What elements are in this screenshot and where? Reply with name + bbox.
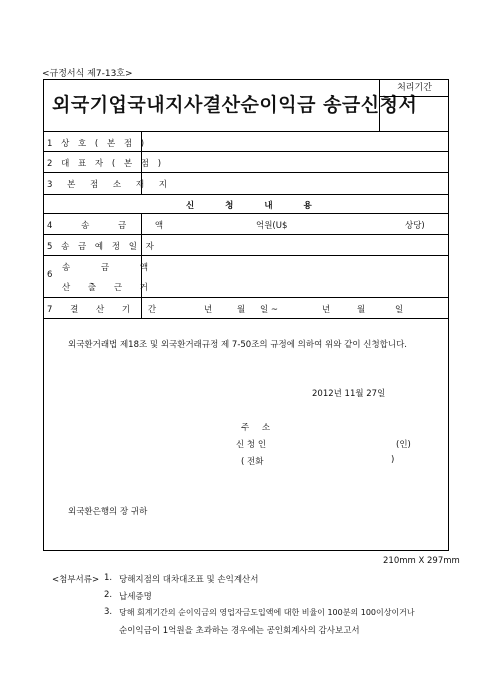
paper-size: 210mm X 297mm — [383, 556, 460, 566]
attachment-item: 납세증명 — [119, 592, 152, 602]
application-form-frame — [43, 79, 449, 551]
attachment-item: 당해지점의 대차대조표 및 손익계산서 — [119, 575, 259, 585]
attachment-num: 3. — [104, 607, 113, 617]
form-number: <규정서식 제7-13호> — [42, 69, 133, 79]
row6-line2: 산 출 근 거 — [62, 283, 148, 293]
amount-unit: 억원(U$ — [256, 221, 288, 231]
attachment-item: 당해 회계기간의 순이익금의 영업자금도입액에 대한 비율이 100분의 100이상이거나 — [119, 608, 415, 617]
row-divider — [43, 234, 449, 235]
period-day2: 일 — [395, 305, 404, 315]
period-day1: 일 ~ — [260, 305, 279, 315]
processing-period-label: 처리기간 — [380, 79, 449, 97]
row-divider — [43, 213, 449, 214]
row6-number: 6 — [47, 270, 53, 280]
row-divider — [43, 255, 449, 256]
applicant-label: 신 청 인 — [236, 440, 267, 450]
hq-address-label: 3 본 점 소 재 지 — [47, 180, 173, 190]
period-year1: 년 — [204, 305, 213, 315]
address-label: 주 소 — [241, 423, 271, 433]
period-year2: 년 — [322, 305, 331, 315]
row6-line1: 송 금 액 — [62, 263, 149, 273]
form-title: 외국기업국내지사결산순이익금 송금신청서 — [52, 94, 418, 116]
row-divider — [43, 318, 449, 319]
section-header: 신 청 내 용 — [186, 201, 326, 211]
seal-mark: (인) — [396, 440, 411, 450]
amount-suffix: 상당) — [405, 221, 425, 231]
row-divider — [43, 297, 449, 298]
remit-amount-label: 4 송 금 액 — [47, 221, 164, 231]
row-divider — [43, 131, 449, 132]
phone-label: ( 전화 — [241, 457, 264, 467]
attachment-num: 1. — [104, 573, 113, 583]
recipient: 외국환은행의 장 귀하 — [68, 507, 148, 517]
representative-label: 2 대 표 자 ( 본 점 ) — [47, 159, 165, 169]
period-month2: 월 — [357, 305, 366, 315]
phone-close: ) — [391, 455, 395, 465]
period-month1: 월 — [237, 305, 246, 315]
remit-date-label: 5 송 금 예 정 일 자 — [47, 242, 157, 252]
trade-name-label: 1 상 호 ( 본 점 ) — [47, 139, 148, 149]
row-divider — [43, 172, 449, 173]
attachments-label: <첨부서류> — [52, 575, 100, 585]
settlement-period-label: 7 결 산 기 간 — [47, 305, 157, 315]
attachment-num: 2. — [104, 590, 113, 600]
application-date: 2012년 11월 27일 — [312, 389, 386, 399]
row-divider — [43, 151, 449, 152]
row-divider — [43, 194, 449, 195]
declaration-text: 외국환거래법 제18조 및 외국환거래규정 제 7-50조의 규정에 의하여 위와 같이 신청합니다. — [68, 340, 408, 350]
attachment-continuation: 순이익금이 1억원을 초과하는 경우에는 공인회계사의 감사보고서 — [119, 626, 360, 636]
